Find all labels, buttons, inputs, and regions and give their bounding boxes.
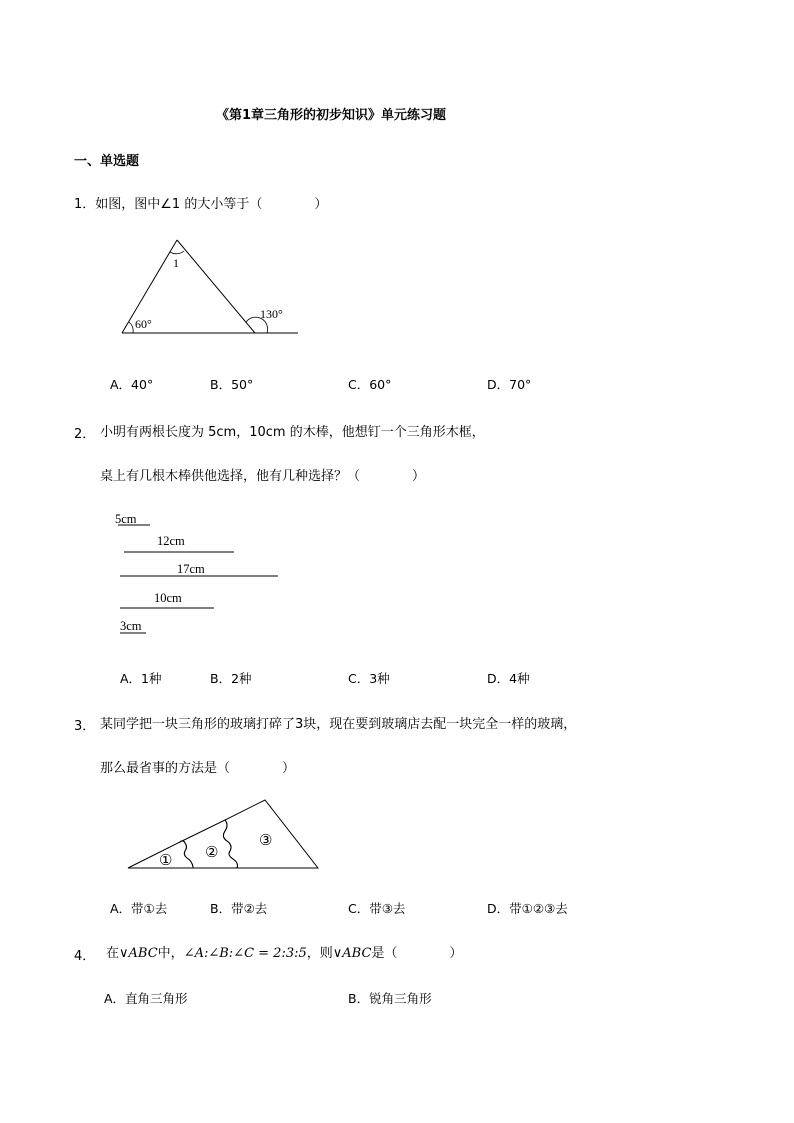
q4-text-post: 是（ ） bbox=[371, 946, 463, 961]
q4-text-mid: 中， bbox=[157, 946, 184, 961]
piece-1-label: ① bbox=[159, 853, 173, 869]
question-2-line-1: 小明有两根长度为 5cm，10cm 的木棒，他想钉一个三角形木框， bbox=[100, 425, 485, 440]
q2-option-d[interactable]: D．4种 bbox=[487, 671, 530, 686]
q4-option-b[interactable]: B．锐角三角形 bbox=[348, 991, 432, 1006]
question-2-line-2: 桌上有几根木棒供他选择，他有几种选择？（ ） bbox=[100, 469, 426, 484]
angle-130-label: 130° bbox=[260, 307, 283, 321]
stick-5cm-label: 5cm bbox=[115, 512, 137, 526]
question-3-number: 3． bbox=[74, 719, 96, 734]
q4-option-a[interactable]: A．直角三角形 bbox=[104, 991, 188, 1006]
q1-option-c[interactable]: C．60° bbox=[348, 377, 392, 392]
q1-option-b[interactable]: B．50° bbox=[210, 377, 254, 392]
q3-option-a[interactable]: A．带①去 bbox=[110, 901, 168, 916]
stick-12cm-label: 12cm bbox=[157, 534, 185, 548]
q4-text-pre: 在 bbox=[106, 946, 120, 961]
stick-3cm-label: 3cm bbox=[120, 619, 142, 633]
q3-option-d[interactable]: D．带①②③去 bbox=[487, 901, 568, 916]
section-heading: 一、单选题 bbox=[74, 154, 140, 169]
glass-pieces bbox=[128, 800, 318, 868]
q2-option-c[interactable]: C．3种 bbox=[348, 671, 390, 686]
q4-text-then: ，则 bbox=[306, 946, 333, 961]
q3-option-b[interactable]: B．带②去 bbox=[210, 901, 268, 916]
stick-10cm-label: 10cm bbox=[154, 591, 182, 605]
q1-triangle-figure bbox=[115, 232, 305, 342]
q2-option-b[interactable]: B．2种 bbox=[210, 671, 252, 686]
piece-2-label: ② bbox=[205, 845, 219, 861]
q2-sticks-figure bbox=[110, 505, 290, 635]
question-4-number: 4． bbox=[74, 949, 96, 964]
question-2-number: 2． bbox=[74, 427, 96, 442]
stick-17cm-label: 17cm bbox=[177, 562, 205, 576]
q4-triangle-abc: ∨ABC bbox=[119, 946, 158, 961]
question-4-text bbox=[106, 942, 462, 961]
q4-angle-ratio: ∠A:∠B:∠C = 2:3:5 bbox=[183, 946, 307, 961]
q1-option-d[interactable]: D．70° bbox=[487, 377, 532, 392]
document-title: 《第1章三角形的初步知识》单元练习题 bbox=[216, 108, 447, 123]
piece-3-label: ③ bbox=[259, 833, 273, 849]
angle-1-label: 1 bbox=[173, 256, 179, 270]
question-3-line-2: 那么最省事的方法是（ ） bbox=[100, 761, 296, 776]
q1-option-a[interactable]: A．40° bbox=[110, 377, 154, 392]
q3-option-c[interactable]: C．带③去 bbox=[348, 901, 406, 916]
question-1-text: 1．如图，图中∠1 的大小等于（ ） bbox=[74, 197, 328, 212]
q4-triangle-abc-2: ∨ABC bbox=[332, 946, 372, 961]
angle-60-label: 60° bbox=[135, 317, 152, 331]
q3-broken-glass-figure bbox=[125, 795, 325, 875]
question-3-line-1: 某同学把一块三角形的玻璃打碎了3块，现在要到玻璃店去配一块完全一样的玻璃， bbox=[100, 717, 577, 732]
q2-option-a[interactable]: A．1种 bbox=[120, 671, 162, 686]
